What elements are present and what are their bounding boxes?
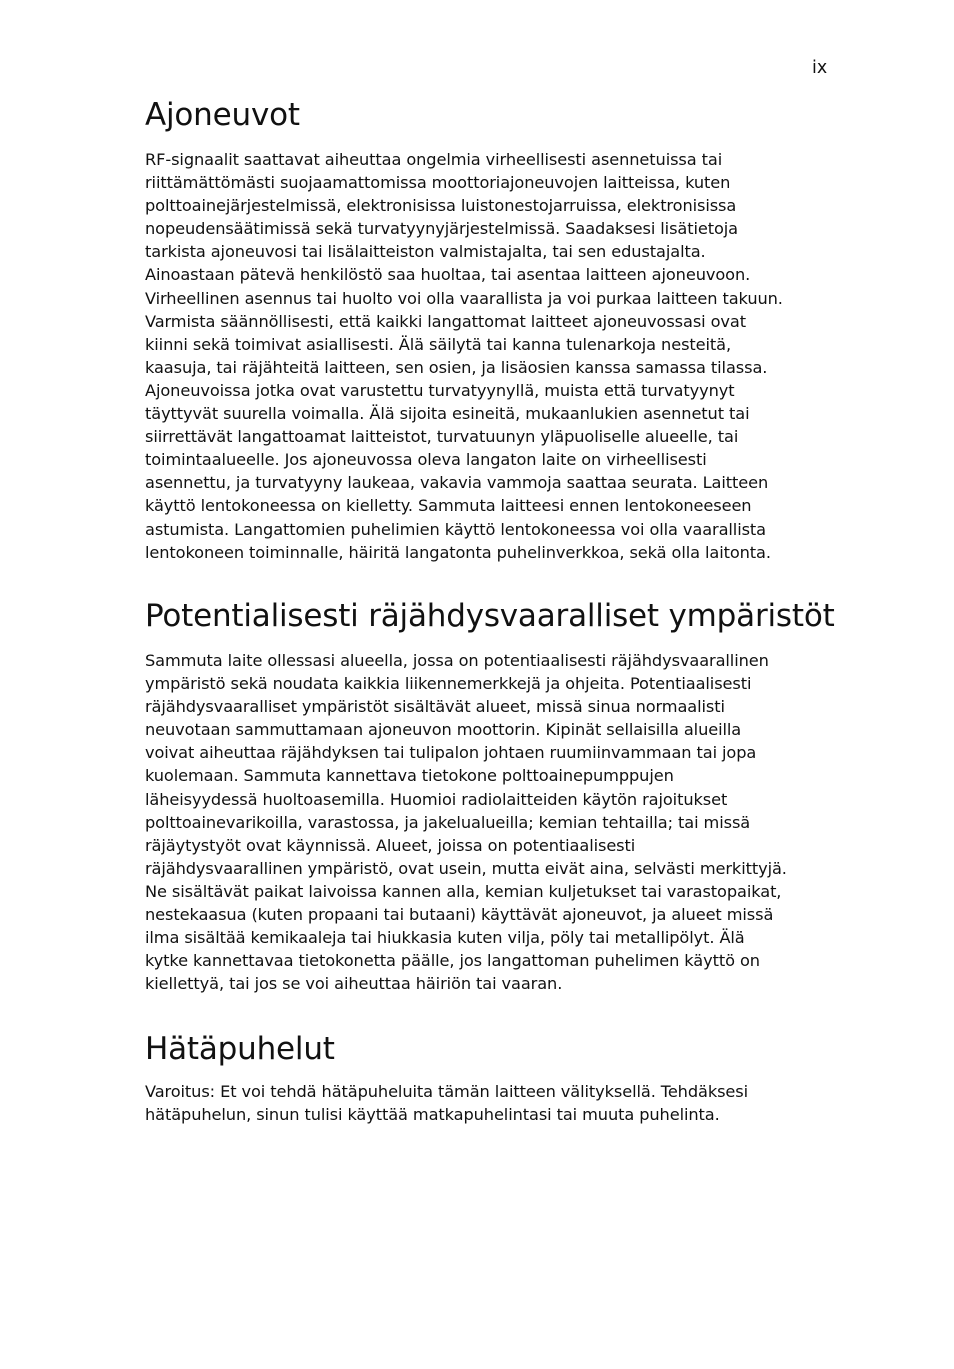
text-line: Ne sisältävät paikat laivoissa kannen alla, kemian kuljetukset tai varastopaikat, (145, 881, 782, 901)
page-number: ix (812, 58, 828, 78)
text-line: räjähdysvaarallinen ympäristö, ovat usein, mutta eivät aina, selvästi merkittyjä. (145, 858, 787, 878)
text-line: Sammuta laite ollessasi alueella, jossa on potentiaalisesti räjähdysvaarallinen (145, 651, 769, 670)
text-line: tarkista ajoneuvosi tai lisälaitteiston valmistajalta, tai sen edustajalta. (145, 242, 706, 262)
text-line: voivat aiheuttaa räjähdyksen tai tulipalon johtaen ruumiinvammaan tai jopa (145, 743, 757, 763)
text-line: kiinni sekä toimivat asiallisesti. Älä säilytä tai kanna tulenarkoja nesteitä, (145, 334, 732, 354)
section-heading: Potentialisesti räjähdysvaaralliset ympäristöt (145, 598, 835, 634)
text-line: Ajoneuvoissa jotka ovat varustettu turvatyynyllä, muista että turvatyynyt (145, 380, 735, 400)
text-line: RF-signaalit saattavat aiheuttaa ongelmia virheellisesti asennetuissa tai (145, 150, 723, 169)
text-line: nopeudensäätimissä sekä turvatyynyjärjestelmissä. Saadaksesi lisätietoja (145, 219, 739, 239)
section-heading: Ajoneuvot (145, 97, 300, 133)
text-line: Virheellinen asennus tai huolto voi olla vaarallista ja voi purkaa laitteen takuun. (145, 288, 783, 308)
text-line: siirrettävät langattoamat laitteistot, turvatuunyn yläpuoliselle alueelle, tai (145, 427, 739, 447)
text-line: astumista. Langattomien puhelimien käyttö lentokoneessa voi olla vaarallista (145, 519, 767, 539)
text-line: käyttö lentokoneessa on kielletty. Sammuta laitteesi ennen lentokoneeseen (145, 496, 752, 516)
section-paragraph (145, 148, 835, 564)
text-line: lentokoneen toiminnalle, häiritä langatonta puhelinverkkoa, sekä olla laitonta. (145, 542, 771, 562)
text-line: kiellettyä, tai jos se voi aiheuttaa häiriön tai vaaran. (145, 974, 563, 994)
text-line: kuolemaan. Sammuta kannettava tietokone polttoainepumppujen (145, 766, 674, 786)
text-line: kytke kannettavaa tietokonetta päälle, jos langattoman puhelimen käyttö on (145, 951, 760, 971)
text-line: kaasuja, tai räjähteitä laitteen, sen osien, ja lisäosien kanssa samassa tilassa. (145, 357, 768, 377)
text-line: nestekaasua (kuten propaani tai butaani) käyttävät ajoneuvot, ja alueet missä (145, 905, 774, 925)
text-line: Ainoastaan pätevä henkilöstö saa huoltaa, tai asentaa laitteen ajoneuvoon. (145, 265, 751, 285)
text-line: räjäytystyöt ovat käynnissä. Alueet, joissa on potentiaalisesti (145, 835, 636, 855)
text-line: polttoainevarikoilla, varastossa, ja jakelualueilla; kemian tehtailla; tai missä (145, 812, 751, 832)
section-explosive-environments (145, 597, 835, 995)
section-ajoneuvot (145, 96, 835, 564)
text-line: ympäristö sekä noudata kaikkia liikennemerkkejä ja ohjeita. Potentiaalisesti (145, 674, 752, 694)
text-line: polttoainejärjestelmissä, elektronisissa luistonestojarruissa, elektronisissa (145, 196, 737, 216)
warning-text: Et voi tehdä hätäpuheluita tämän laitteen välityksellä. Tehdäksesi (215, 1082, 749, 1101)
text-line: ilma sisältää kemikaaleja tai hiukkasia kuten vilja, pöly tai metallipölyt. Älä (145, 928, 745, 948)
text-line: räjähdysvaaralliset ympäristöt sisältävät alueet, missä sinua normaalisti (145, 697, 725, 717)
warning-label: Varoitus: (145, 1082, 216, 1101)
text-line (145, 1080, 835, 1103)
text-line: neuvotaan sammuttamaan ajoneuvon moottorin. Kipinät sellaisilla alueilla (145, 720, 742, 740)
text-line: toimintaalueelle. Jos ajoneuvossa oleva langaton laite on virheellisesti (145, 450, 707, 470)
text-line: Varmista säännöllisesti, että kaikki langattomat laitteet ajoneuvossasi ovat (145, 311, 746, 331)
text-line: asennettu, ja turvatyyny laukeaa, vakavia vammoja saattaa seurata. Laitteen (145, 473, 769, 493)
text-line: läheisyydessä huoltoasemilla. Huomioi radiolaitteiden käytön rajoitukset (145, 789, 728, 809)
text-line: riittämättömästi suojaamattomissa moottoriajoneuvojen laitteissa, kuten (145, 173, 731, 193)
section-heading: Hätäpuhelut (145, 1031, 335, 1067)
text-line: täyttyvät suurella voimalla. Älä sijoita esineitä, mukaanlukien asennetut tai (145, 404, 750, 424)
section-paragraph (145, 1080, 835, 1126)
section-emergency-calls (145, 1030, 835, 1126)
section-paragraph (145, 649, 835, 995)
text-line: hätäpuhelun, sinun tulisi käyttää matkapuhelintasi tai muuta puhelinta. (145, 1105, 720, 1125)
